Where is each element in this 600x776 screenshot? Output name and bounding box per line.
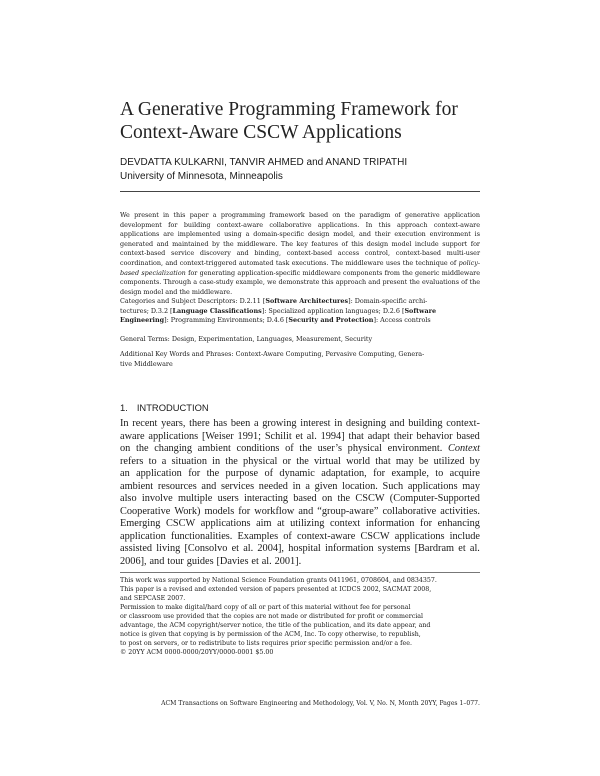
footnotes — [120, 576, 480, 657]
intro-line: 2006], and tour guides [Davies et al. 2001]. — [120, 555, 302, 567]
intro-line: application functionalities. Examples of context-aware CSCW applications include — [120, 530, 480, 542]
intro-line: also involve multiple users interacting based on the CSCW (Computer-Supported — [120, 493, 480, 504]
footnote-line: to post on servers, or to redistribute to lists requires prior specific permission and/or a fee. — [120, 640, 412, 647]
footnote-line: advantage, the ACM copyright/server notice, the title of the publication, and its date appear, and — [120, 622, 431, 629]
intro-line: aware applications [Weiser 1991; Schilit et al. 1994] that adapt their behavior based — [120, 430, 480, 442]
general-terms: General Terms: Design, Experimentation, Languages, Measurement, Security — [120, 335, 373, 343]
affiliation: University of Minnesota, Minneapolis — [120, 171, 283, 182]
intro-line: refers to a situation in the physical or the virtual world that may be utilized by — [120, 455, 480, 467]
keywords-line: Additional Key Words and Phrases: Context-Aware Computing, Pervasive Computing, Genera- — [120, 350, 425, 358]
title-line-2: Context-Aware CSCW Applications — [120, 122, 402, 143]
intro-line: on the changing ambient conditions of the user’s physical environment. Context — [120, 443, 480, 454]
introduction-body — [120, 418, 480, 568]
ccs-line: Engineering]: Programming Environments; D.4.6 [Security and Protection]: Access controls — [120, 316, 431, 325]
footnote-line: or classroom use provided that the copies are not made or distributed for profit or commercial — [120, 613, 424, 620]
intro-line: assisted living [Consolvo et al. 2004], hospital information systems [Bardram et al. — [120, 543, 480, 554]
section-heading — [120, 402, 209, 414]
intro-line: Cooperative Work) models for workflow and “group-aware” collaborative activities. — [120, 505, 480, 517]
footnote-line: and SEPCASE 2007. — [120, 595, 186, 602]
intro-line: ambient resources and services needed in a given location. Such applications may — [120, 480, 480, 492]
section-number: 1. — [120, 402, 128, 413]
ccs-line: Categories and Subject Descriptors: D.2.11 [Software Architectures]: Domain-specific archi- — [120, 297, 428, 305]
intro-line: In recent years, there has been a growing interest in designing and building context- — [120, 418, 480, 429]
intro-line: Emerging CSCW applications aim at utilizing context information for enhancing — [120, 518, 480, 529]
footnote-line: This paper is a revised and extended version of papers presented at ICDCS 2002, SACMAT 2008, — [120, 586, 432, 593]
keywords-line: tive Middleware — [120, 359, 173, 368]
header-divider — [120, 191, 480, 192]
keywords — [120, 350, 480, 369]
footnote-line: Permission to make digital/hard copy of all or part of this material without fee for personal — [120, 604, 411, 611]
abstract-text: We present in this paper a programming framework based on the paradigm of generative application development for building context-aware collaborative applications. In this approach context-aware applications are implemented using a domain-specific design model, and their execution environment is generated and maintained by the middleware. The key features of this design model include support for context-based service discovery and binding, context-based access control, context-based multi-user coordination, and context-triggered automated task executions. The middleware uses the technique of policy-based specialization for generating application-specific middleware components from the generic middleware components. Through a case-study example, we demonstrate this approach and present the evaluations of the design model and the middleware. — [120, 211, 480, 296]
authors: DEVDATTA KULKARNI, TANVIR AHMED and ANAND TRIPATHI — [120, 157, 408, 168]
journal-footer: ACM Transactions on Software Engineering and Methodology, Vol. V, No. N, Month 20YY, Pages 1–077. — [161, 700, 480, 707]
ccs-line: tectures; D.3.2 [Language Classifications]: Specialized application languages; D.2.6 [Software — [120, 306, 437, 315]
footnote-divider — [120, 572, 480, 573]
footnote-line: notice is given that copying is by permission of the ACM, Inc. To copy otherwise, to republish, — [120, 631, 421, 638]
ccs-descriptors — [120, 297, 480, 326]
footnote-line: © 20YY ACM 0000-0000/20YY/0000-0001 $5.00 — [120, 649, 274, 656]
paper-title — [120, 98, 540, 144]
title-line-1: A Generative Programming Framework for — [120, 99, 458, 120]
section-title: INTRODUCTION — [136, 402, 209, 413]
footnote-line: This work was supported by National Science Foundation grants 0411961, 0708604, and 0834357. — [120, 577, 437, 584]
intro-line: an application for the purpose of dynamic adaptation, for example, to acquire — [120, 468, 480, 479]
abstract — [120, 211, 480, 297]
